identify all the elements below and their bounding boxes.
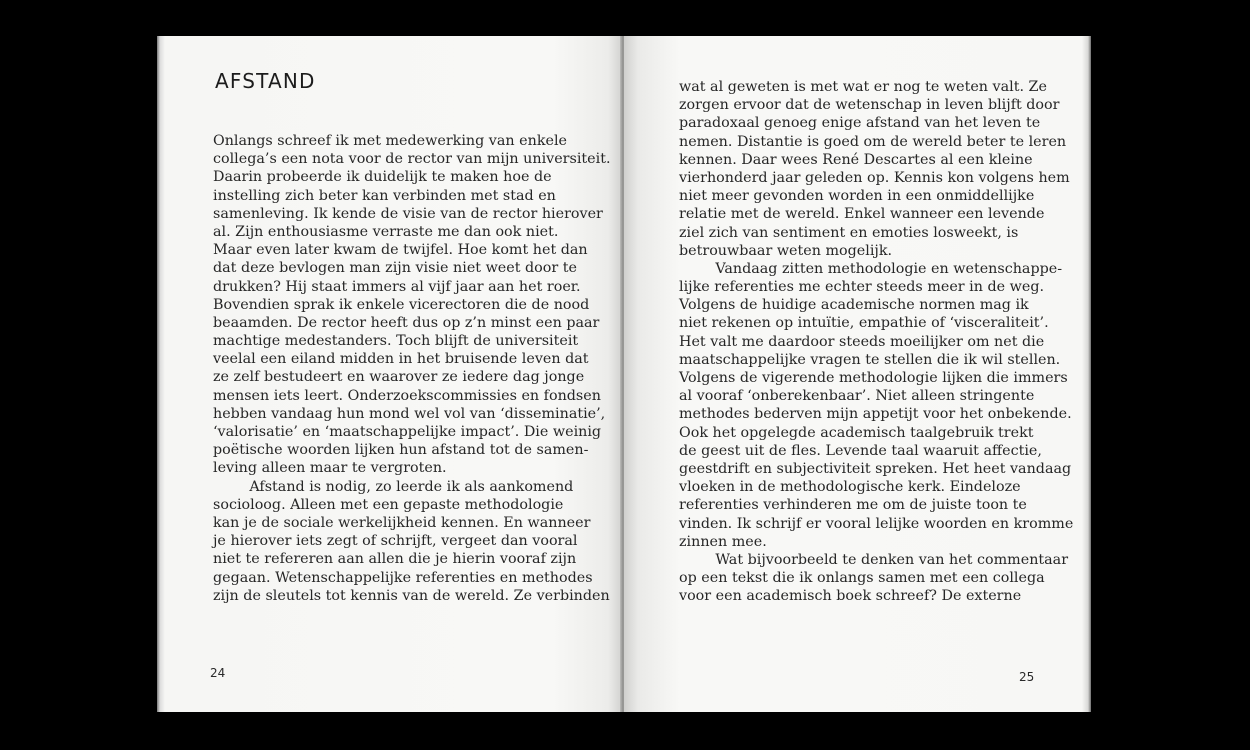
open-book [157,36,1091,712]
text-line: betrouwbaar weten mogelijk. [679,242,893,259]
text-line: niet rekenen op intuïtie, empathie of ‘visceraliteit’. [679,315,1049,332]
text-line: Maar even later kwam de twijfel. Hoe komt het dan [213,242,588,259]
text-line: mensen iets leert. Onderzoekscommissies en fondsen [213,387,601,404]
right-page [624,36,1091,712]
text-line: Ook het opgelegde academisch taalgebruik trekt [679,424,1034,441]
text-line: niet meer gevonden worden in een onmiddellijke [679,188,1035,205]
text-line: collega’s een nota voor de rector van mijn universiteit. [213,151,611,168]
text-line: methodes bederven mijn appetijt voor het onbekende. [679,406,1072,423]
text-line: Daarin probeerde ik duidelijk te maken hoe de [213,169,552,186]
text-line: Volgens de huidige academische normen mag ik [679,297,1029,314]
text-line: Het valt me daardoor steeds moeilijker om net die [679,333,1045,350]
text-line: instelling zich beter kan verbinden met stad en [213,187,556,204]
left-page [157,36,622,712]
text-line: zijn de sleutels tot kennis van de wereld. Ze verbinden [213,587,610,604]
text-line: socioloog. Alleen met een gepaste methodologie [213,496,564,513]
text-line: op een tekst die ik onlangs samen met een collega [679,570,1045,587]
left-page-body [213,132,611,605]
text-line: Bovendien sprak ik enkele vicerectoren die de nood [213,296,590,313]
page-number-left: 24 [210,666,226,680]
text-line: al. Zijn enthousiasme verraste me dan ook niet. [213,223,559,240]
text-line: je hierover iets zegt of schrijft, vergeet dan vooral [213,533,578,550]
text-line: referenties verhinderen me om de juiste toon te [679,497,1027,514]
text-line: machtige medestanders. Toch blijft de universiteit [213,333,579,350]
text-line: niet te refereren aan allen die je hierin vooraf zijn [213,551,577,568]
text-line: veelal een eiland midden in het bruisende leven dat [213,351,589,368]
text-line: dat deze bevlogen man zijn visie niet weet door te [213,260,577,277]
text-line: geestdrift en subjectiviteit spreken. Het heet vandaag [679,460,1072,477]
text-line: kan je de sociale werkelijkheid kennen. En wanneer [213,514,591,531]
page-number-right: 25 [1019,670,1035,684]
text-line: maatschappelijke vragen te stellen die ik wil stellen. [679,351,1061,368]
text-line: paradoxaal genoeg enige afstand van het leven te [679,115,1041,132]
text-line: relatie met de wereld. Enkel wanneer een levende [679,206,1045,223]
text-line: Onlangs schreef ik met medewerking van enkele [213,133,567,149]
chapter-heading: AFSTAND [215,69,316,93]
text-line: lijke referenties me echter steeds meer in de weg. [679,279,1045,296]
text-line: wat al geweten is met wat er nog te weten valt. Ze [679,79,1047,95]
text-line: al vooraf ‘onberekenbaar’. Niet alleen stringente [679,388,1035,405]
text-line: vierhonderd jaar geleden op. Kennis kon volgens hem [679,169,1070,186]
text-line: zinnen mee. [679,533,767,550]
right-page-body [679,78,1073,605]
text-line: Vandaag zitten methodologie en wetenschappe- [679,260,1063,277]
text-line: Wat bijvoorbeeld te denken van het commentaar [679,551,1069,568]
text-line: leving alleen maar te vergroten. [213,460,447,477]
text-line: vloeken in de methodologische kerk. Eindeloze [679,479,1021,496]
text-line: de geest uit de fles. Levende taal waaruit affectie, [679,442,1042,459]
text-line: Afstand is nodig, zo leerde ik als aankomend [213,478,574,495]
text-line: beaamden. De rector heeft dus op z’n minst een paar [213,314,600,331]
text-line: ‘valorisatie’ en ‘maatschappelijke impact’. Die weinig [213,424,602,440]
text-line: hebben vandaag hun mond wel vol van ‘disseminatie’, [213,405,606,422]
text-line: drukken? Hij staat immers al vijf jaar aan het roer. [213,278,581,295]
text-line: vinden. Ik schrijf er vooral lelijke woorden en kromme [679,515,1074,532]
text-line: gegaan. Wetenschappelijke referenties en methodes [213,569,593,586]
text-line: nemen. Distantie is goed om de wereld beter te leren [679,133,1067,150]
text-line: voor een academisch boek schreef? De externe [679,588,1022,605]
text-line: poëtische woorden lijken hun afstand tot de samen- [213,442,589,459]
text-line: zorgen ervoor dat de wetenschap in leven blijft door [679,97,1060,114]
text-line: samenleving. Ik kende de visie van de rector hierover [213,205,603,222]
text-line: ze zelf bestudeert en waarover ze iedere dag jonge [213,369,585,386]
text-line: Volgens de vigerende methodologie lijken die immers [679,370,1068,386]
text-line: kennen. Daar wees René Descartes al een kleine [679,151,1033,168]
text-line: ziel zich van sentiment en emoties losweekt, is [679,224,1019,241]
